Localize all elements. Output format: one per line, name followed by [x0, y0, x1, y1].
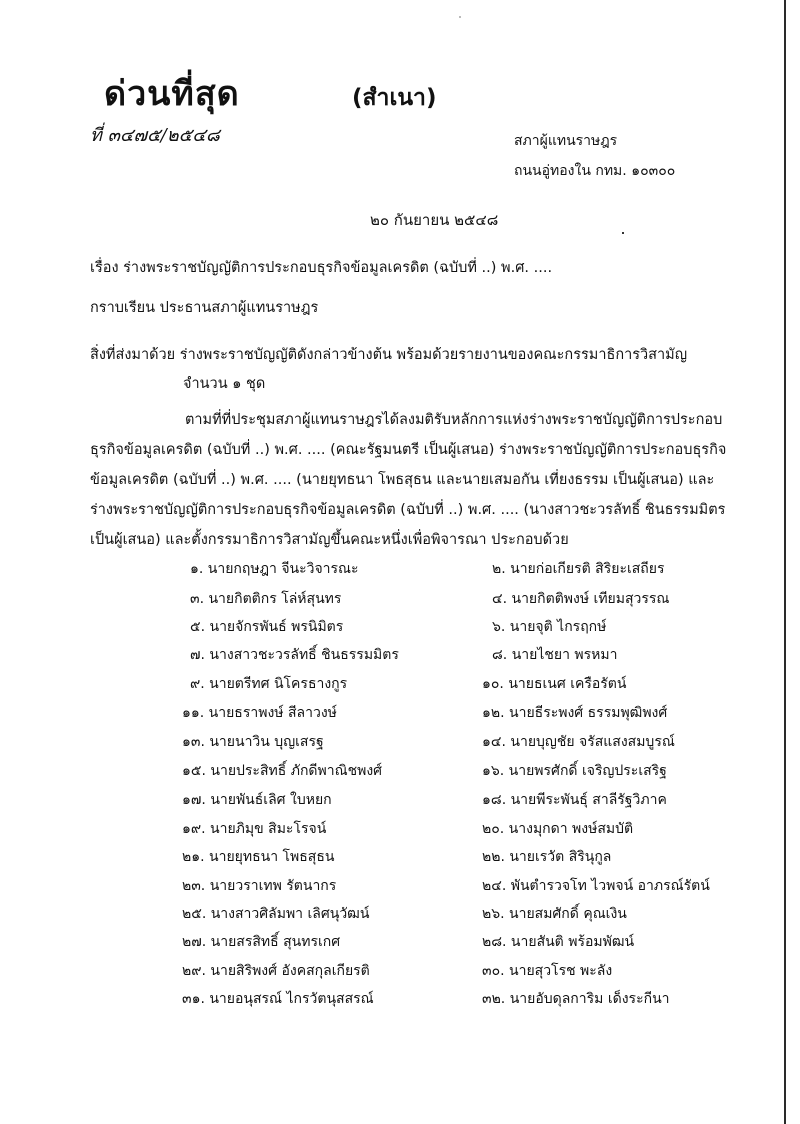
committee-member: ๔. นายกิตติพงษ์ เทียมสุวรรณ	[492, 591, 670, 607]
committee-member: ๒๔. พันตำรวจโท ไวพจน์ อาภรณ์รัตน์	[482, 878, 710, 894]
committee-member: ๑๒. นายธีระพงศ์ ธรรมพุฒิพงศ์	[482, 705, 668, 721]
body-line: เป็นผู้เสนอ) และตั้งกรรมาธิการวิสามัญขึ้นคณะหนึ่งเพื่อพิจารณา ประกอบด้วย	[90, 532, 569, 548]
body-line: ตามที่ที่ประชุมสภาผู้แทนราษฎรได้ลงมติรับหลักการแห่งร่างพระราชบัญญัติการประกอบ	[185, 412, 723, 428]
reference-number: ที่ ๓๔๗๕/๒๕๔๘	[90, 125, 220, 146]
committee-member: ๖. นายจุติ ไกรฤกษ์	[492, 619, 607, 635]
urgency-heading: ด่วนที่สุด	[104, 74, 240, 114]
body-line: ข้อมูลเครดิต (ฉบับที่ ..) พ.ศ. .... (นายยุทธนา โพธสุธน และนายเสมอกัน เที่ยงธรรม เป็นผู้เสนอ) และ	[90, 472, 715, 488]
committee-member: ๑. นายกฤษฎา จีนะวิจารณะ	[190, 561, 359, 577]
committee-member: ๒๖. นายสมศักดิ์ คุณเงิน	[482, 906, 627, 922]
committee-member: ๓๑. นายอนุสรณ์ ไกรวัตนุสสรณ์	[182, 991, 374, 1007]
scan-speck	[622, 232, 624, 234]
committee-member: ๒๙. นายสิริพงศ์ อังคสกุลเกียรติ	[182, 963, 370, 979]
committee-member: ๓๐. นายสุวโรช พะลัง	[482, 963, 613, 979]
letter-date: ๒๐ กันยายน ๒๕๔๘	[370, 211, 499, 229]
committee-member: ๑๐. นายธเนศ เครือรัตน์	[482, 676, 627, 692]
committee-member: ๒. นายก่อเกียรติ สิริยะเสถียร	[492, 561, 665, 577]
sender-address: ถนนอู่ทองใน กทม. ๑๐๓๐๐	[514, 163, 676, 179]
committee-member: ๑๗. นายพันธ์เลิศ ใบหยก	[182, 792, 332, 808]
scan-page-edge	[784, 0, 786, 1124]
committee-member: ๒๐. นางมุกดา พงษ์สมบัติ	[482, 821, 634, 837]
body-line: ธุรกิจข้อมูลเครดิต (ฉบับที่ ..) พ.ศ. .... (คณะรัฐมนตรี เป็นผู้เสนอ) ร่างพระราชบัญญัติการประกอบธุรกิจ	[90, 442, 727, 458]
committee-member: ๓. นายกิตติกร โล่ห์สุนทร	[190, 591, 342, 607]
scan-speck	[459, 16, 461, 18]
body-paragraph	[90, 405, 727, 555]
committee-member: ๗. นางสาวชะวรลัทธิ์ ชินธรรมมิตร	[190, 647, 399, 663]
committee-member: ๒๑. นายยุทธนา โพธสุธน	[182, 849, 335, 865]
committee-member: ๒๓. นายวราเทพ รัตนากร	[182, 878, 337, 894]
copy-label: (สำเนา)	[352, 85, 437, 111]
committee-member: ๑๖. นายพรศักดิ์ เจริญประเสริฐ	[482, 763, 667, 779]
enclosure-count: จำนวน ๑ ชุด	[183, 376, 266, 392]
committee-member: ๑๑. นายธราพงษ์ สีลาวงษ์	[182, 705, 337, 721]
committee-member: ๒๘. นายสันติ พร้อมพัฒน์	[482, 934, 635, 950]
committee-member: ๒๕. นางสาวศิลัมพา เลิศนุวัฒน์	[182, 906, 370, 922]
letter-salutation: กราบเรียน ประธานสภาผู้แทนราษฎร	[90, 300, 319, 316]
committee-member: ๓๒. นายอับดุลการิม เด็งระกีนา	[482, 991, 670, 1007]
enclosure-line: สิ่งที่ส่งมาด้วย ร่างพระราชบัญญัติดังกล่าวข้างต้น พร้อมด้วยรายงานของคณะกรรมาธิการวิสามัญ	[90, 347, 688, 363]
committee-member: ๙. นายตรีทศ นิโครธางกูร	[190, 676, 348, 692]
committee-member: ๕. นายจักรพันธ์ พรนิมิตร	[190, 619, 344, 635]
committee-member: ๑๕. นายประสิทธิ์ ภักดีพาณิชพงศ์	[182, 763, 383, 779]
letter-subject: เรื่อง ร่างพระราชบัญญัติการประกอบธุรกิจข้อมูลเครดิต (ฉบับที่ ..) พ.ศ. ....	[90, 260, 553, 276]
committee-member: ๒๒. นายเรวัต สิรินุกูล	[482, 849, 612, 865]
committee-member: ๘. นายไชยา พรหมา	[492, 647, 618, 663]
committee-member: ๒๗. นายสรสิทธิ์ สุนทรเกศ	[182, 934, 341, 950]
committee-member: ๑๓. นายนาวิน บุญเสรฐ	[182, 734, 324, 750]
committee-member: ๑๙. นายภิมุข สิมะโรจน์	[182, 821, 327, 837]
committee-member: ๑๘. นายพีระพันธุ์ สาลีรัฐวิภาค	[482, 792, 667, 808]
sender-organization: สภาผู้แทนราษฎร	[514, 133, 618, 149]
body-line: ร่างพระราชบัญญัติการประกอบธุรกิจข้อมูลเครดิต (ฉบับที่ ..) พ.ศ. .... (นางสาวชะวรลัทธิ์ ชินธรรมมิตร	[90, 502, 726, 518]
committee-member: ๑๔. นายบุญชัย จรัสแสงสมบูรณ์	[482, 734, 675, 750]
